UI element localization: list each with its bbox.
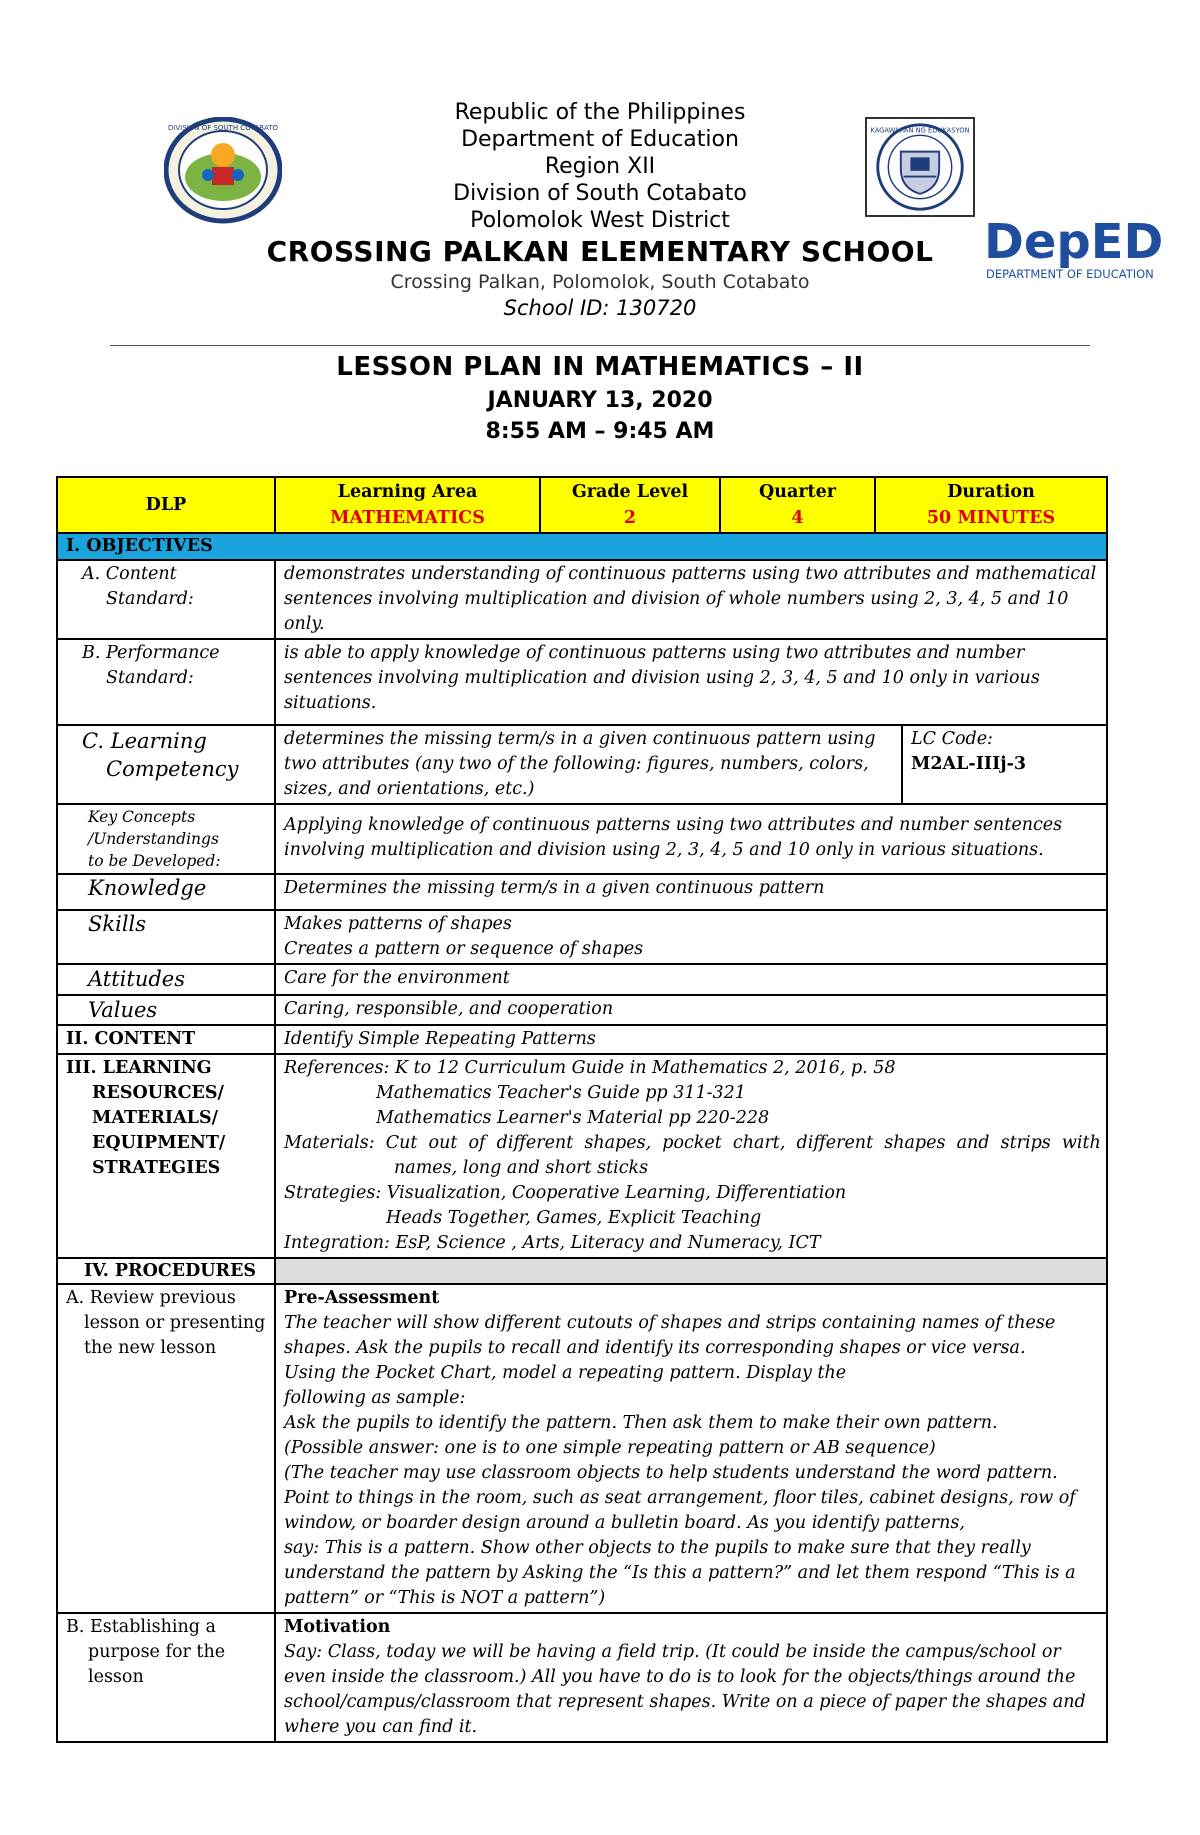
performance-standard-label bbox=[57, 639, 275, 725]
procedure-a-label bbox=[57, 1284, 275, 1613]
division-seal-text: DIVISION OF SOUTH COTABATO bbox=[167, 124, 279, 132]
pre-assessment-heading: Pre-Assessment bbox=[284, 1288, 440, 1308]
procedure-b-line: where you can find it. bbox=[284, 1717, 478, 1737]
procedure-a-label-2: lesson or presenting bbox=[84, 1313, 266, 1333]
values-label-text: Values bbox=[88, 998, 158, 1022]
procedure-b-label-3: lesson bbox=[88, 1667, 144, 1687]
knowledge-text: Determines the missing term/s in a given continuous pattern bbox=[275, 874, 1107, 910]
resources-label-5: STRATEGIES bbox=[92, 1158, 221, 1178]
learning-area-label: Learning Area bbox=[337, 482, 478, 502]
performance-standard-text: is able to apply knowledge of continuous patterns using two attributes and number sentences involving multiplication and division using 2, 3, 4, 5 and 10 only in various situations. bbox=[275, 639, 1107, 725]
content-standard-label-2: Standard: bbox=[106, 589, 194, 609]
header-line-division: Division of South Cotabato bbox=[453, 181, 747, 206]
performance-standard-row bbox=[57, 639, 1107, 725]
procedure-a-line: Point to things in the room, such as seat arrangement, floor tiles, cabinet designs, row of bbox=[284, 1488, 1076, 1508]
procedure-a-line: window, or boarder design around a bulletin board. As you identify patterns, bbox=[284, 1513, 965, 1533]
values-text: Caring, responsible, and cooperation bbox=[275, 995, 1107, 1025]
duration-cell bbox=[875, 477, 1107, 533]
procedure-a-line: pattern” or “This is NOT a pattern”) bbox=[284, 1588, 606, 1608]
objectives-heading: I. OBJECTIVES bbox=[57, 533, 1107, 560]
procedure-b-content bbox=[275, 1613, 1107, 1742]
procedure-a-line: following as sample: bbox=[284, 1388, 466, 1408]
content-standard-text: demonstrates understanding of continuous patterns using two attributes and mathematical sentences involving multiplication and division of whole numbers using 2, 3, 4, 5 and 10 only. bbox=[275, 560, 1107, 639]
attitudes-label-text: Attitudes bbox=[88, 967, 186, 991]
resources-label-1: III. LEARNING bbox=[66, 1058, 212, 1078]
knowledge-label bbox=[57, 874, 275, 910]
learning-competency-label-2: Competency bbox=[106, 757, 239, 781]
references-line-1: References: K to 12 Curriculum Guide in Mathematics 2, 2016, p. 58 bbox=[284, 1058, 896, 1078]
lesson-plan-table bbox=[56, 476, 1108, 1743]
header-divider bbox=[110, 345, 1090, 346]
lesson-plan-title: LESSON PLAN IN MATHEMATICS – II bbox=[336, 352, 864, 382]
lc-code-cell bbox=[902, 725, 1107, 804]
school-address: Crossing Palkan, Polomolok, South Cotabato bbox=[390, 271, 810, 293]
content-standard-row bbox=[57, 560, 1107, 639]
learning-area-value: MATHEMATICS bbox=[330, 508, 485, 528]
lesson-date: JANUARY 13, 2020 bbox=[487, 388, 713, 413]
content-label: II. CONTENT bbox=[57, 1025, 275, 1054]
skills-text-2: Creates a pattern or sequence of shapes bbox=[284, 939, 644, 959]
materials-line-1: Materials: Cut out of different shapes, pocket chart, different shapes and strips with bbox=[284, 1133, 1101, 1153]
resources-text bbox=[275, 1054, 1107, 1258]
key-concepts-label bbox=[57, 804, 275, 874]
procedure-b-line: school/campus/classroom that represent shapes. Write on a piece of paper the shapes and bbox=[284, 1692, 1086, 1712]
procedure-a-line: understand the pattern by Asking the “Is this a pattern?” and let them respond “This is a bbox=[284, 1563, 1076, 1583]
attitudes-row bbox=[57, 964, 1107, 995]
learning-competency-row bbox=[57, 725, 1107, 804]
resources-label-4: EQUIPMENT/ bbox=[92, 1133, 226, 1153]
deped-subtitle: DEPARTMENT OF EDUCATION bbox=[986, 267, 1154, 281]
quarter-label: Quarter bbox=[759, 482, 836, 502]
header-line-republic: Republic of the Philippines bbox=[454, 100, 746, 125]
procedure-b-label bbox=[57, 1613, 275, 1742]
procedure-a-content bbox=[275, 1284, 1107, 1613]
key-concepts-row bbox=[57, 804, 1107, 874]
header-line-region: Region XII bbox=[544, 154, 656, 179]
procedure-b-line: even inside the classroom.) All you have to do is to look for the objects/things around the bbox=[284, 1667, 1076, 1687]
procedure-a-line: Using the Pocket Chart, model a repeating pattern. Display the bbox=[284, 1363, 847, 1383]
procedure-a-label-3: the new lesson bbox=[84, 1338, 217, 1358]
learning-area-cell bbox=[275, 477, 540, 533]
resources-label-2: RESOURCES/ bbox=[92, 1083, 224, 1103]
procedure-b-label-2: purpose for the bbox=[88, 1642, 226, 1662]
key-concepts-label-1: Key Concepts bbox=[88, 808, 196, 826]
attitudes-label bbox=[57, 964, 275, 995]
strategies-line-2: Heads Together, Games, Explicit Teaching bbox=[386, 1208, 762, 1228]
grade-level-value: 2 bbox=[623, 508, 637, 528]
deped-seal-text: KAGAWARAN NG EDUKASYON bbox=[870, 126, 970, 135]
skills-text bbox=[275, 910, 1107, 964]
procedure-a-line: shapes. Ask the pupils to recall and identify its corresponding shapes or vice versa. bbox=[284, 1338, 1026, 1358]
knowledge-row bbox=[57, 874, 1107, 910]
learning-competency-label bbox=[57, 725, 275, 804]
duration-label: Duration bbox=[947, 482, 1035, 502]
grade-level-label: Grade Level bbox=[571, 482, 689, 502]
key-concepts-label-2: /Understandings bbox=[88, 830, 219, 848]
procedure-a-line: Ask the pupils to identify the pattern. Then ask them to make their own pattern. bbox=[284, 1413, 998, 1433]
resources-row bbox=[57, 1054, 1107, 1258]
key-concepts-text: Applying knowledge of continuous patterns using two attributes and number sentences involving multiplication and division using 2, 3, 4, 5 and 10 only in various situations. bbox=[275, 804, 1107, 874]
knowledge-label-text: Knowledge bbox=[88, 876, 207, 900]
procedure-b-label-1: B. Establishing a bbox=[66, 1617, 216, 1637]
procedures-row bbox=[57, 1258, 1107, 1284]
performance-standard-label-2: Standard: bbox=[106, 668, 194, 688]
grade-level-cell bbox=[540, 477, 720, 533]
quarter-value: 4 bbox=[791, 508, 804, 528]
skills-row bbox=[57, 910, 1107, 964]
motivation-heading: Motivation bbox=[284, 1617, 391, 1637]
content-standard-label-1: A. Content bbox=[82, 564, 177, 584]
resources-label-3: MATERIALS/ bbox=[92, 1108, 218, 1128]
content-text: Identify Simple Repeating Patterns bbox=[275, 1025, 1107, 1054]
lesson-time: 8:55 AM – 9:45 AM bbox=[485, 419, 715, 444]
procedures-heading: IV. PROCEDURES bbox=[57, 1258, 275, 1284]
lc-code-value: M2AL-IIIj-3 bbox=[911, 754, 1027, 774]
procedure-a-line: (Possible answer: one is to one simple repeating pattern or AB sequence) bbox=[284, 1438, 936, 1458]
header-line-district: Polomolok West District bbox=[470, 208, 730, 233]
references-line-3: Mathematics Learner's Material pp 220-228 bbox=[376, 1108, 770, 1128]
objectives-row bbox=[57, 533, 1107, 560]
procedure-a-line: say: This is a pattern. Show other objects to the pupils to make sure that they really bbox=[284, 1538, 1031, 1558]
procedure-a-line: The teacher will show different cutouts of shapes and strips containing names of these bbox=[284, 1313, 1056, 1333]
lc-code-label: LC Code: bbox=[911, 729, 993, 749]
skills-text-1: Makes patterns of shapes bbox=[284, 914, 512, 934]
integration-line: Integration: EsP, Science , Arts, Literacy and Numeracy, ICT bbox=[284, 1233, 821, 1253]
skills-label bbox=[57, 910, 275, 964]
materials-line-2: names, long and short sticks bbox=[394, 1158, 649, 1178]
school-name: CROSSING PALKAN ELEMENTARY SCHOOL bbox=[266, 235, 934, 268]
header-line-department: Department of Education bbox=[461, 127, 739, 152]
references-line-2: Mathematics Teacher's Guide pp 311-321 bbox=[376, 1083, 746, 1103]
key-concepts-label-3: to be Developed: bbox=[88, 852, 221, 870]
performance-standard-label-1: B. Performance bbox=[82, 643, 220, 663]
procedure-a-label-1: A. Review previous bbox=[66, 1288, 236, 1308]
attitudes-text: Care for the environment bbox=[275, 964, 1107, 995]
dlp-header-row bbox=[57, 477, 1107, 533]
dlp-cell: DLP bbox=[57, 477, 275, 533]
strategies-line-1: Strategies: Visualization, Cooperative Learning, Differentiation bbox=[284, 1183, 847, 1203]
content-row bbox=[57, 1025, 1107, 1054]
duration-value: 50 MINUTES bbox=[926, 508, 1056, 528]
values-label bbox=[57, 995, 275, 1025]
procedure-a-row bbox=[57, 1284, 1107, 1613]
learning-competency-text: determines the missing term/s in a given continuous pattern using two attributes (any two of the following: figures, numbers, colors, sizes, and orientations, etc.) bbox=[275, 725, 902, 804]
quarter-cell bbox=[720, 477, 875, 533]
school-id: School ID: 130720 bbox=[503, 296, 697, 320]
values-row bbox=[57, 995, 1107, 1025]
resources-label bbox=[57, 1054, 275, 1258]
skills-label-text: Skills bbox=[88, 912, 147, 936]
procedure-a-line: (The teacher may use classroom objects to help students understand the word pattern. bbox=[284, 1463, 1058, 1483]
procedure-b-row bbox=[57, 1613, 1107, 1742]
procedures-blank bbox=[275, 1258, 1107, 1284]
learning-competency-label-1: C. Learning bbox=[82, 729, 207, 753]
procedure-b-line: Say: Class, today we will be having a field trip. (It could be inside the campus/school or bbox=[284, 1642, 1061, 1662]
content-standard-label bbox=[57, 560, 275, 639]
deped-wordmark: DepED bbox=[984, 214, 1164, 270]
